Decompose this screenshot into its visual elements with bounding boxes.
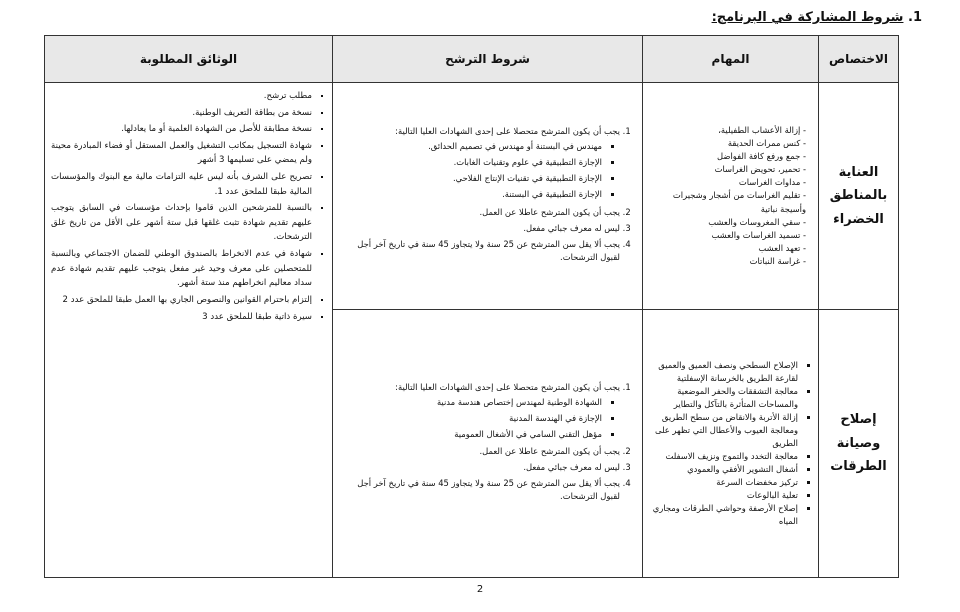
list-item: 3. ليس له معرف جبائي مفعل. [339, 222, 620, 235]
header-specialty: الاختصاص [819, 36, 899, 83]
list-item: ▪ الإجازة في الهندسة المدنية [339, 412, 602, 425]
section-number: 1. [908, 10, 922, 25]
list-item: - تسميد الغراسات والعشب [649, 229, 806, 242]
list-item: ▪ تركيز مخفضات السرعة [649, 476, 798, 489]
list-item: ▪ شهادة التسجيل بمكاتب التشغيل والعمل المستقل أو فضاء المبادرة محينة ولم يمضي على تسليمها 3 أشهر [51, 139, 312, 168]
conditions-list [339, 381, 636, 503]
list-item: ▪ إلتزام باحترام القوانين والنصوص الجاري بها العمل طبقا للملحق عدد 2 [51, 293, 312, 308]
tasks-list [649, 124, 812, 267]
header-tasks: المهام [643, 36, 819, 83]
list-item: ▪ معالجة التشققات والحفر الموضعية والمساحات المتأثرة بالتآكل والتطاير [649, 385, 798, 411]
page-number: 2 [476, 584, 484, 595]
list-item: ▪ نسخة مطابقة للأصل من الشهادة العلمية أو ما يعادلها. [51, 122, 312, 137]
condition-degree: يجب أن يكون المترشح متحصلا على إحدى الشهادات العليا التالية: [395, 381, 620, 392]
list-item: ▪ بالنسبة للمترشحين الذين قاموا بإحداث مؤسسات في السابق يتوجب عليهم تقديم شهادة تثبت غلقها قبل ستة أشهر على الأقل من تاريخ غلق الترشحات. [51, 201, 312, 245]
list-item: 4. يجب ألا يقل سن المترشح عن 25 سنة ولا يتجاوز 45 سنة في تاريخ آخر أجل لقبول الترشحات. [339, 238, 620, 264]
list-item: 2. يجب أن يكون المترشح عاطلا عن العمل. [339, 206, 620, 219]
participation-conditions-table [44, 35, 899, 578]
list-item: ▪ أشغال التشوير الأفقي والعمودي [649, 463, 798, 476]
list-item: 3. ليس له معرف جبائي مفعل. [339, 461, 620, 474]
list-item: ▪ إزالة الأتربة والانقاض من سطح الطريق ومعالجة العيوب والأعطال التي تظهر على الطريق [649, 411, 798, 450]
condition-degree: يجب أن يكون المترشح متحصلا على إحدى الشهادات العليا التالية: [395, 126, 620, 137]
tasks-cell [643, 310, 819, 578]
list-item: ▪ الشهادة الوطنية لمهندس إختصاص هندسة مدنية [339, 396, 602, 409]
table-row-green-spaces [45, 83, 899, 310]
conditions-cell [333, 83, 643, 310]
list-item: 4. يجب ألا يقل سن المترشح عن 25 سنة ولا يتجاوز 45 سنة في تاريخ آخر أجل لقبول الترشحات. [339, 477, 620, 503]
list-item: ▪ إصلاح الأرصفة وحواشي الطرقات ومجاري المياه [649, 502, 798, 528]
list-item: ▪ مطلب ترشح. [51, 89, 312, 104]
list-item: ▪ الإجازة التطبيقية في علوم وتقنيات الغابات. [339, 156, 602, 169]
list-item: ▪ مهندس في البستنة أو مهندس في تصميم الحدائق. [339, 140, 602, 153]
list-item: - مداوات الغراسات [649, 176, 806, 189]
list-item [339, 125, 620, 201]
list-item: ▪ سيرة ذاتية طبقا للملحق عدد 3 [51, 310, 312, 325]
list-item: - جمع ورفع كافة الفواضل [649, 150, 806, 163]
header-documents: الوثائق المطلوبة [45, 36, 333, 83]
section-heading [712, 10, 922, 25]
list-item: - إزالة الأعشاب الطفيلية، [649, 124, 806, 137]
table-header-row [45, 36, 899, 83]
list-item: - غراسة النباتات [649, 255, 806, 268]
list-item: ▪ الإصلاح السطحي ونصف العميق والعميق لقارعة الطريق بالخرسانة الإسفلتية [649, 359, 798, 385]
specialty-cell: إصلاح وصيانة الطرقات [819, 310, 899, 578]
list-item: ▪ تصريح على الشرف بأنه ليس عليه التزامات مالية مع البنوك والمؤسسات المالية طبقا للملحق عدد 1. [51, 170, 312, 199]
list-item: - تقليم الغراسات من أشجار وشجيرات وأسيجة نباتية [649, 189, 806, 215]
conditions-cell [333, 310, 643, 578]
list-item: ▪ شهادة في عدم الانخراط بالصندوق الوطني للضمان الاجتماعي وبالنسبة للمتحصلين على معرف وحيد غير مفعل يتوجب عليهم تقديم شهادة عدم سداد معاليم انخراطهم منذ ستة أشهر. [51, 247, 312, 291]
list-item [339, 381, 620, 441]
degrees-list [339, 140, 620, 201]
list-item: - تحمير، تحويض الغراسات [649, 163, 806, 176]
list-item: ▪ معالجة التخدد والتموج ونزيف الاسفلت [649, 450, 798, 463]
degrees-list [339, 396, 620, 441]
section-title: شروط المشاركة في البرنامج: [711, 10, 904, 25]
list-item: - كنس ممرات الحديقة [649, 137, 806, 150]
list-item: ▪ مؤهل التقني السامي في الأشغال العمومية [339, 428, 602, 441]
conditions-list [339, 125, 636, 263]
header-conditions: شروط الترشح [333, 36, 643, 83]
list-item: ▪ الإجازة التطبيقية في تقنيات الإنتاج الفلاحي. [339, 172, 602, 185]
list-item: ▪ تعلية البالوعات [649, 489, 798, 502]
list-item: - تعهد العشب [649, 242, 806, 255]
documents-cell [45, 83, 333, 578]
tasks-list [649, 359, 812, 528]
list-item: ▪ نسخة من بطاقة التعريف الوطنية. [51, 106, 312, 121]
list-item: ▪ الإجازة التطبيقية في البستنة. [339, 188, 602, 201]
list-item: 2. يجب أن يكون المترشح عاطلا عن العمل. [339, 445, 620, 458]
documents-list [51, 89, 326, 324]
specialty-cell: العناية بالمناطق الخضراء [819, 83, 899, 310]
tasks-cell [643, 83, 819, 310]
list-item: - سقي المغروسات والعشب [649, 216, 806, 229]
